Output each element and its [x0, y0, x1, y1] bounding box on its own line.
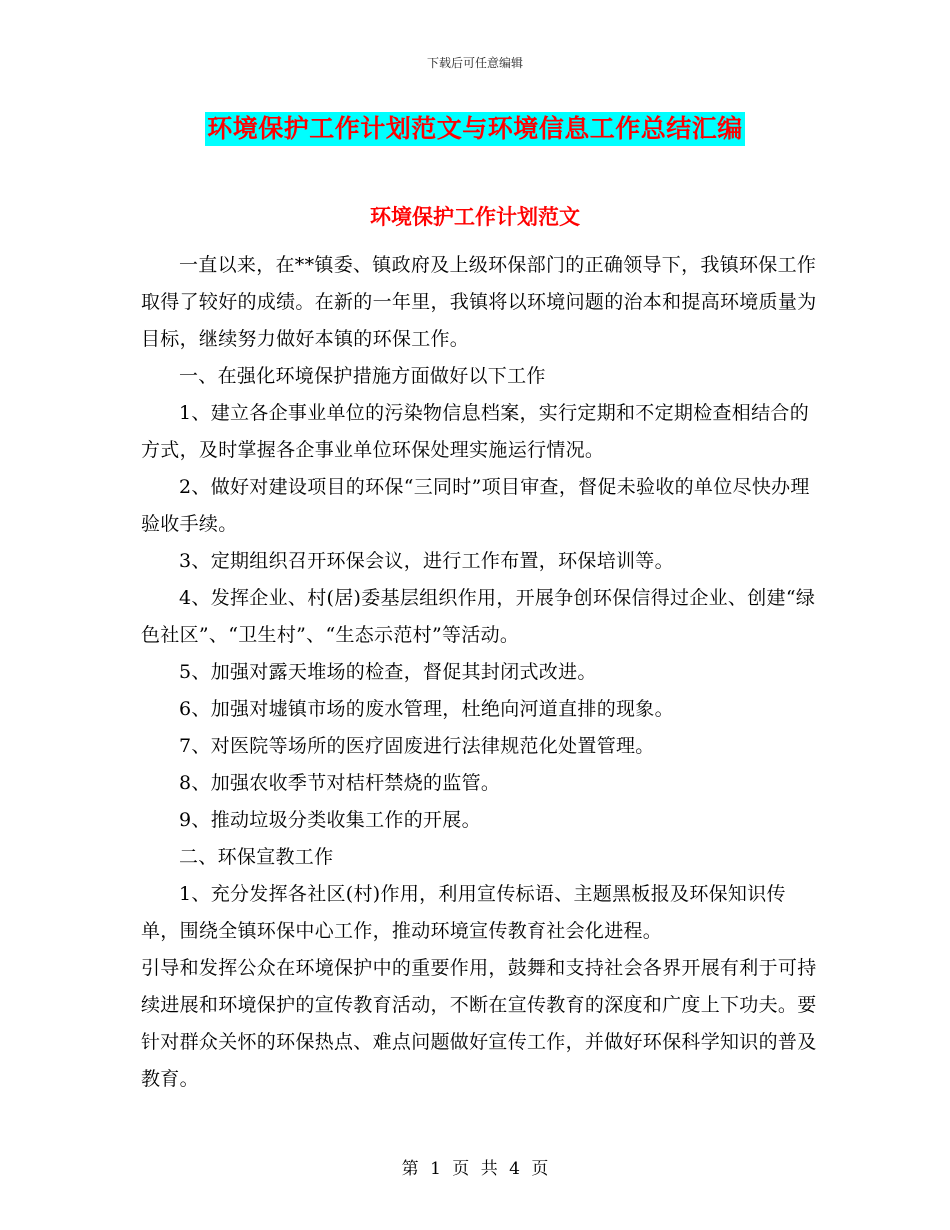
list-item-3: 3、定期组织召开环保会议，进行工作布置，环保培训等。 [179, 550, 674, 572]
list-item-5: 5、加强对露天堆场的检查，督促其封闭式改进。 [179, 661, 597, 683]
page-footer-number: 第 1 页 共 4 页 [401, 1159, 549, 1179]
publicity-item-1: 1、充分发挥各社区(村)作用，利用宣传标语、主题黑板报及环保知识传单，围绕全镇环保中心工作，推动环境宣传教育社会化进程。 [141, 883, 786, 942]
list-item-1: 1、建立各企事业单位的污染物信息档案，实行定期和不定期检查相结合的方式，及时掌握各企事业单位环保处理实施运行情况。 [141, 402, 809, 461]
main-title: 环境保护工作计划范文与环境信息工作总结汇编 [205, 112, 745, 146]
list-item-4: 4、发挥企业、村(居)委基层组织作用，开展争创环保信得过企业、创建“绿色社区”、“卫生村”、“生态示范村”等活动。 [141, 587, 816, 646]
list-item-2: 2、做好对建设项目的环保“三同时”项目审查，督促未验收的单位尽快办理验收手续。 [141, 476, 810, 535]
paragraph-intro: 一直以来，在**镇委、镇政府及上级环保部门的正确领导下，我镇环保工作取得了较好的成绩。在新的一年里，我镇将以环境问题的治本和提高环境质量为目标，继续努力做好本镇的环保工作。 [141, 254, 817, 350]
heading-part-2: 二、环保宣教工作 [179, 846, 334, 868]
section-title: 环境保护工作计划范文 [370, 204, 580, 229]
list-item-6: 6、加强对墟镇市场的废水管理，杜绝向河道直排的现象。 [179, 698, 674, 720]
document-body [141, 247, 821, 1098]
list-item-8: 8、加强农收季节对桔杆禁烧的监管。 [179, 772, 501, 794]
list-item-9: 9、推动垃圾分类收集工作的开展。 [179, 809, 481, 831]
page-header-note: 下载后可任意编辑 [426, 56, 523, 70]
list-item-7: 7、对医院等场所的医疗固废进行法律规范化处置管理。 [179, 735, 655, 757]
main-title-container [0, 112, 950, 146]
publicity-paragraph: 引导和发挥公众在环境保护中的重要作用，鼓舞和支持社会各界开展有利于可持续进展和环境保护的宣传教育活动，不断在宣传教育的深度和广度上下功夫。要针对群众关怀的环保热点、难点问题做好宣传工作，并做好环保科学知识的普及教育。 [141, 957, 817, 1090]
heading-part-1: 一、在强化环境保护措施方面做好以下工作 [179, 365, 546, 387]
